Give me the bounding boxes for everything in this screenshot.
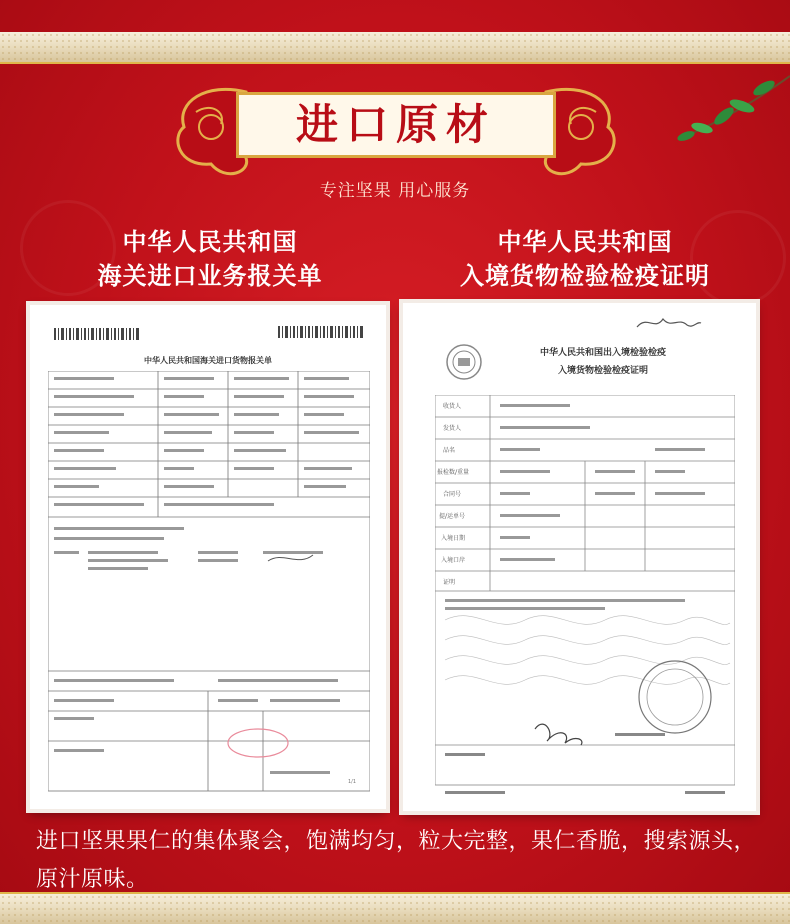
certificate-title-line1: 中华人民共和国出入境检验检疫 [539, 348, 666, 358]
row-label: 品名 [443, 447, 456, 454]
top-gold-line [0, 62, 790, 64]
document-barcode-icon [276, 325, 366, 339]
customs-document-title: 中华人民共和国海关进口货物报关单 [144, 356, 272, 365]
leaf-branch-icon [672, 66, 790, 146]
certificate-form-grid [435, 395, 735, 805]
bottom-band-pattern [0, 894, 790, 924]
title-ornament [166, 72, 626, 182]
row-label: 报检数/重量 [437, 469, 470, 476]
customs-declaration-document [30, 305, 386, 809]
top-band-pattern [0, 32, 790, 62]
left-heading-line1: 中华人民共和国 [122, 228, 298, 256]
right-heading [400, 225, 770, 293]
left-heading-line2: 海关进口业务报关单 [97, 262, 323, 290]
svg-text:1/1: 1/1 [348, 779, 357, 785]
page-subtitle: 专注坚果 用心服务 [319, 181, 471, 201]
row-label: 收货人 [443, 403, 462, 410]
row-label: 提/运单号 [439, 513, 466, 520]
footer-description: 进口坚果果仁的集体聚会，饱满均匀，粒大完整，果仁香脆，搜索源头，原汁原味。 [36, 829, 757, 892]
document-barcode-icon [52, 327, 142, 341]
inspection-certificate-document [403, 303, 756, 811]
left-heading [30, 225, 390, 293]
right-heading-line2: 入境货物检验检疫证明 [460, 262, 710, 290]
row-label: 证明 [443, 579, 456, 586]
customs-form-grid [48, 371, 370, 801]
handwritten-mark-icon [633, 311, 703, 335]
row-label: 合同号 [443, 491, 462, 498]
page-title: 进口原材 [295, 100, 496, 149]
row-label: 发货人 [443, 425, 462, 432]
row-label: 入境日期 [441, 535, 466, 542]
row-label: 入境口岸 [441, 557, 466, 564]
right-heading-line1: 中华人民共和国 [497, 228, 673, 256]
certificate-title-line2: 入境货物检验检疫证明 [557, 366, 648, 376]
